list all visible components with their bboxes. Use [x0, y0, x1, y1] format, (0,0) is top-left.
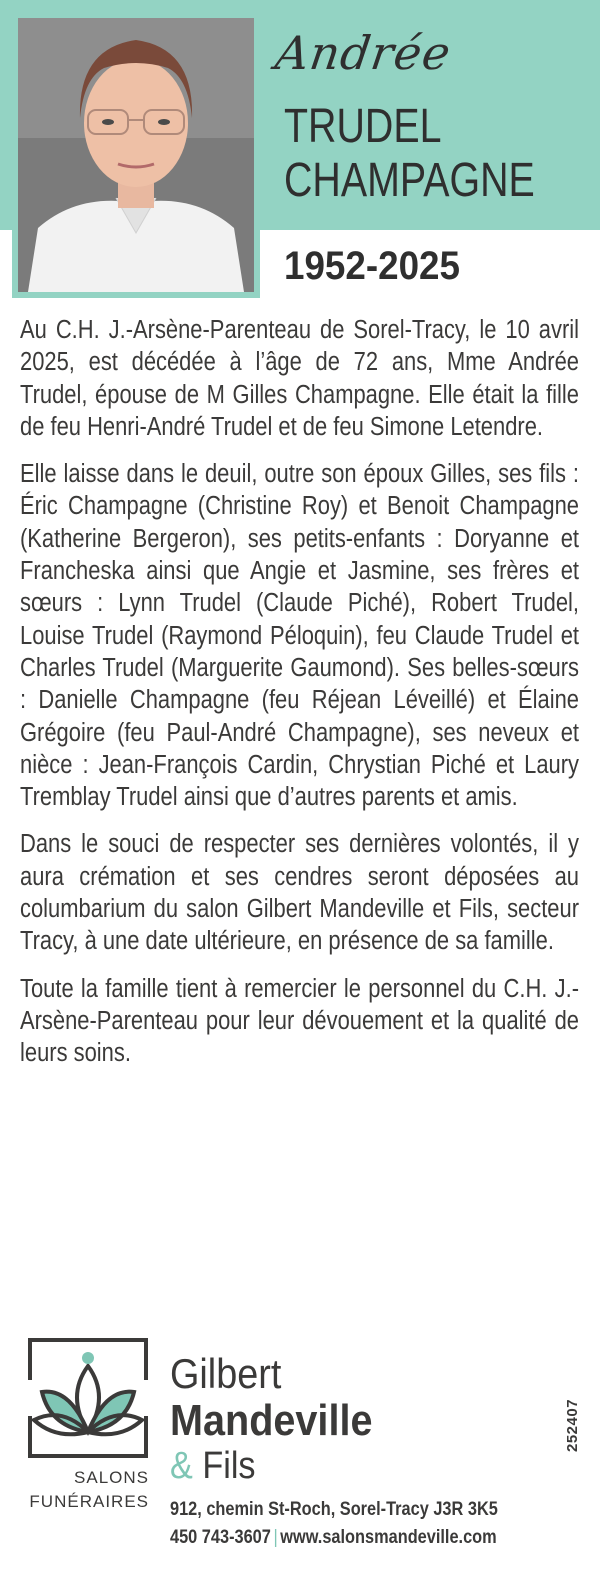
tagline-line-2: FUNÉRAIRES	[29, 1492, 149, 1511]
ad-number: 252407	[564, 1398, 581, 1452]
portrait-frame	[12, 12, 260, 298]
brand-ampersand: &	[170, 1445, 193, 1487]
paragraph-arrangements: Dans le souci de respecter ses dernières volontés, il y aura crémation et ses cendres seront déposées au columbarium du salon Gilbert Mandeville et Fils, secteur Tracy, à une date ultérieure, en présence de sa famille.	[20, 830, 579, 956]
last-name-line-2: CHAMPAGNE	[284, 154, 535, 207]
brand-name-mandeville: Mandeville	[170, 1396, 373, 1445]
portrait-illustration	[18, 18, 254, 292]
last-name	[284, 100, 535, 208]
lotus-icon	[26, 1336, 150, 1460]
paragraph-death-notice: Au C.H. J.-Arsène-Parenteau de Sorel-Tracy, le 10 avril 2025, est décédée à l’âge de 72 ans, Mme Andrée Trudel, épouse de M Gilles Champagne. Elle était la fille de feu Henri-André Trudel et de feu Simone Letendre.	[20, 316, 579, 441]
funeral-home-tagline	[29, 1466, 149, 1514]
obituary-text	[20, 314, 579, 1085]
funeral-home-address: 912, chemin St-Roch, Sorel-Tracy J3R 3K5	[170, 1499, 498, 1520]
paragraph-thanks: Toute la famille tient à remercier le personnel du C.H. J.-Arsène-Parenteau pour leur dévouement et la qualité de leurs soins.	[20, 974, 579, 1068]
first-name: Andrée	[272, 26, 455, 80]
brand-name-gilbert: Gilbert	[170, 1350, 282, 1397]
brand-fils: Fils	[202, 1445, 256, 1487]
portrait-photo	[18, 18, 254, 292]
last-name-line-1: TRUDEL	[284, 100, 442, 153]
contact-separator: |	[273, 1527, 278, 1548]
tagline-line-1: SALONS	[74, 1468, 149, 1487]
website-link[interactable]: www.salonsmandeville.com	[280, 1527, 497, 1548]
phone-number: 450 743-3607	[170, 1527, 271, 1548]
brand-name-fils	[170, 1446, 256, 1486]
life-years: 1952-2025	[284, 244, 460, 288]
paragraph-survivors: Elle laisse dans le deuil, outre son époux Gilles, ses fils : Éric Champagne (Christine Roy) et Benoit Champagne (Katherine Bergeron), ses petits-enfants : Doryanne et Francheska ainsi que Angie et Jasmine, ses frères et sœurs : Lynn Trudel (Claude Piché), Robert Trudel, Louise Trudel (Raymond Péloquin), feu Claude Trudel et Charles Trudel (Marguerite Gaumond). Ses belles-sœurs : Danielle Champagne (feu Réjean Léveillé) et Élaine Grégoire (feu Paul-André Champagne), ses neveux et nièce : Jean-François Cardin, Chrystian Piché et Laury Tremblay Trudel ainsi que d’autres parents et amis.	[20, 460, 579, 812]
funeral-home-contact	[170, 1525, 497, 1551]
